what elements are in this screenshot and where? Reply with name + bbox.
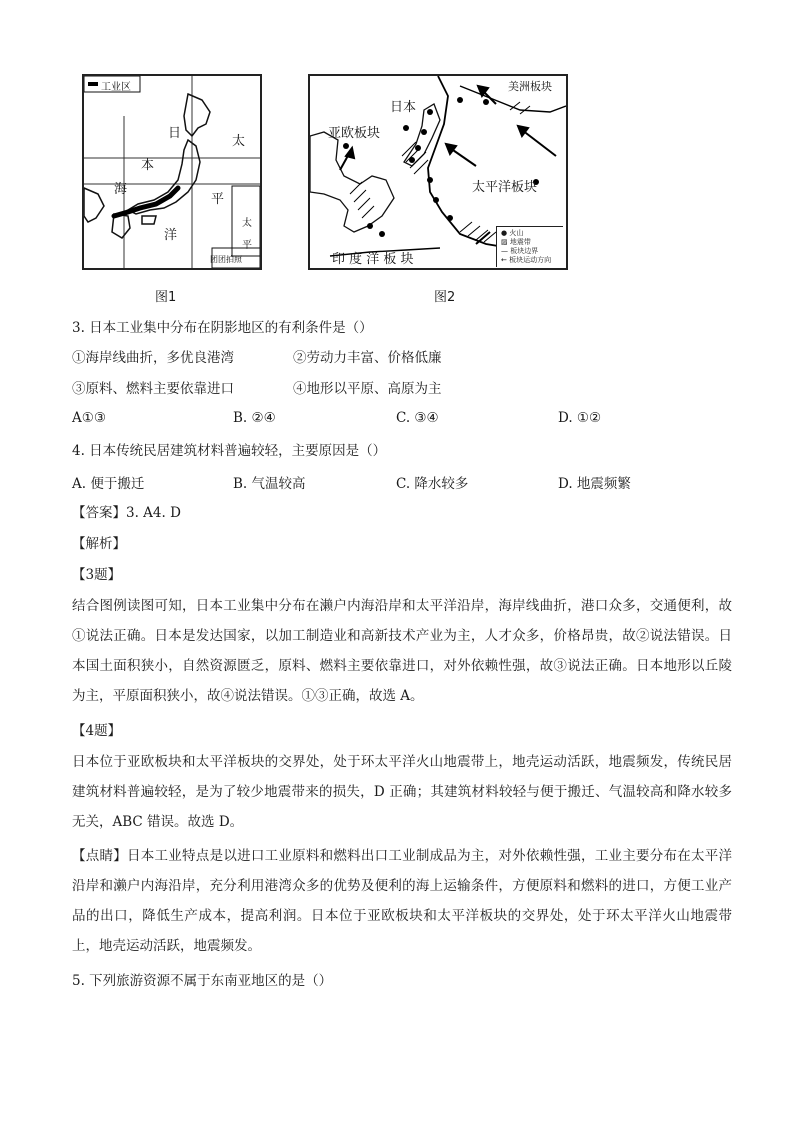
label-pacific-plate: 太平洋板块 bbox=[472, 180, 538, 195]
q4-option-a: A. 便于搬迁 bbox=[72, 476, 145, 492]
q4-option-c: C. 降水较多 bbox=[396, 476, 469, 492]
map-label-yang: 洋 bbox=[164, 228, 178, 243]
section-3-explanation: 结合图例读图可知，日本工业集中分布在濑户内海沿岸和太平洋沿岸，海岸线曲折，港口众多，交通便利，故①说法正确。日本是发达国家，以加工制造业和高新技术产业为主，人才众多，价格昂贵，故②说法错误。日本国土面积狭小，自然资源匮乏，原料、燃料主要依靠进口，对外依赖性强，故③说法正确。日本地形以丘陵为主，平原面积狭小，故④说法错误。①③正确，故选 A。 bbox=[72, 598, 732, 704]
figure-1-legend-label: 工业区 bbox=[101, 82, 131, 93]
question-3-stem: 3. 日本工业集中分布在阴影地区的有利条件是（） bbox=[72, 320, 373, 336]
inset-label-ping: 平 bbox=[242, 240, 252, 251]
question-4-stem: 4. 日本传统民居建筑材料普遍较轻，主要原因是（） bbox=[72, 443, 387, 459]
map-label-ben: 本 bbox=[141, 158, 155, 173]
label-american-plate: 美洲板块 bbox=[508, 80, 552, 93]
analysis-heading: 【解析】 bbox=[72, 536, 126, 552]
map-label-hai: 海 bbox=[114, 182, 128, 197]
key-points-heading: 【点睛】 bbox=[72, 848, 128, 864]
answer-line: 【答案】3. A4. D bbox=[72, 505, 181, 521]
question-5-stem: 5. 下列旅游资源不属于东南亚地区的是（） bbox=[72, 973, 333, 989]
key-points-block bbox=[72, 841, 732, 961]
figure-1-caption: 图1 bbox=[155, 290, 177, 305]
watermark-note: 团团拍照 bbox=[210, 255, 242, 264]
label-indian-ocean-plate: 印 度 洋 板 块 bbox=[332, 252, 414, 267]
legend-volcano: ● 火山 bbox=[501, 229, 524, 237]
q3-option-b: B. ②④ bbox=[233, 410, 276, 426]
figure-1-japan-industry-map bbox=[82, 74, 262, 270]
key-points-text: 日本工业特点是以进口工业原料和燃料出口工业制成品为主，对外依赖性强，工业主要分布在太平洋沿岸和濑户内海沿岸，充分利用港湾众多的优势及便利的海上运输条件，方便原料和燃料的进口，方便工业产品的出口，降低生产成本，提高利润。日本位于亚欧板块和太平洋板块的交界处，处于环太平洋火山地震带上，地壳运动活跃，地震频发。 bbox=[72, 848, 733, 954]
q3-item-2: ②劳动力丰富、价格低廉 bbox=[293, 350, 442, 366]
q3-option-c: C. ③④ bbox=[396, 410, 439, 426]
label-eurasian-plate: 亚欧板块 bbox=[328, 126, 381, 141]
label-japan: 日本 bbox=[390, 100, 417, 115]
q4-option-b: B. 气温较高 bbox=[233, 476, 306, 492]
figure-2-caption: 图2 bbox=[434, 290, 456, 305]
figure-2-legend bbox=[496, 226, 563, 267]
section-4-heading: 【4题】 bbox=[72, 723, 122, 739]
legend-seismic-belt: ▨ 地震带 bbox=[501, 238, 531, 246]
q3-item-4: ④地形以平原、高原为主 bbox=[293, 381, 442, 397]
map-label-ri: 日 bbox=[168, 126, 182, 141]
inset-label-tai: 太 bbox=[242, 218, 252, 229]
legend-plate-boundary: — 板块边界 bbox=[501, 247, 539, 255]
q3-option-a: A①③ bbox=[72, 410, 106, 426]
map-label-ping: 平 bbox=[211, 192, 225, 207]
q3-option-d: D. ①② bbox=[558, 410, 602, 426]
section-4-explanation: 日本位于亚欧板块和太平洋板块的交界处，处于环太平洋火山地震带上，地壳运动活跃，地震频发，传统民居建筑材料普遍较轻，是为了较少地震带来的损失，D 正确；其建筑材料较轻与便于搬迁、气温较高和降水较多无关，ABC 错误。故选 D。 bbox=[72, 754, 732, 830]
q4-option-d: D. 地震频繁 bbox=[558, 476, 631, 492]
map-label-tai: 太 bbox=[232, 134, 246, 149]
q3-item-1: ①海岸线曲折，多优良港湾 bbox=[72, 350, 234, 366]
legend-plate-motion: ← 板块运动方向 bbox=[501, 256, 552, 264]
section-3-heading: 【3题】 bbox=[72, 567, 122, 583]
q3-item-3: ③原料、燃料主要依靠进口 bbox=[72, 381, 234, 397]
